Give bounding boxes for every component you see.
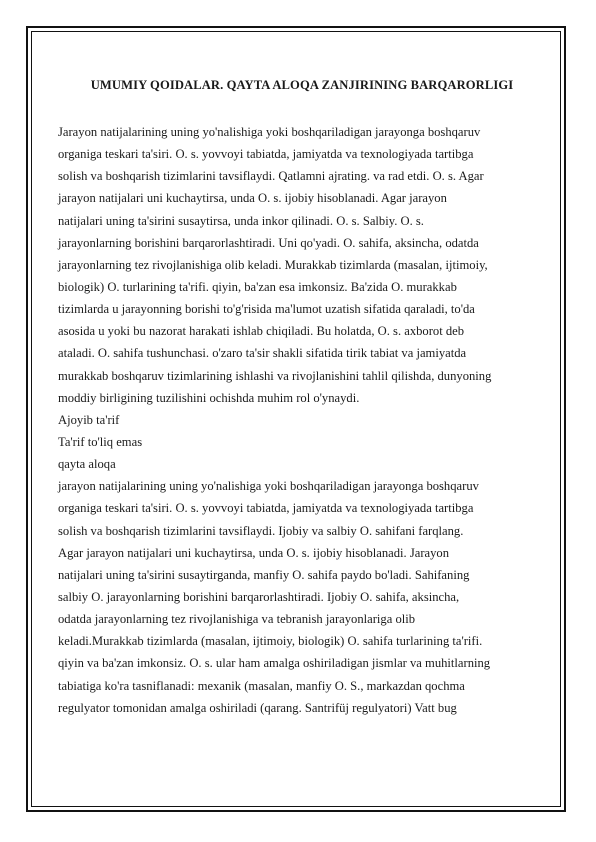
text-line: keladi.Murakkab tizimlarda (masalan, ijtimoiy, biologik) O. sahifa turlarining ta'rifi. (58, 634, 483, 649)
text-line: tizimlarda u jarayonning borishi to'g'risida ma'lumot uzatish sifatida qaraladi, to'da (58, 302, 475, 317)
text-line: murakkab boshqaruv tizimlarining ishlashi va rivojlanishini tahlil qilishda, dunyoning (58, 368, 492, 383)
text-line: biologik) O. turlarining ta'rifi. qiyin, ba'zan esa imkonsiz. Ba'zida O. murakkab (58, 279, 457, 294)
text-line: natijalari uning ta'sirini susaytirsa, unda inkor qilinadi. O. s. Salbiy. O. s. (58, 213, 424, 228)
text-line: jarayonlarning tez rivojlanishiga olib keladi. Murakkab tizimlarda (masalan, ijtimoiy, (58, 257, 488, 272)
text-line: Ta'rif to'liq emas (58, 434, 143, 449)
document-title: UMUMIY QOIDALAR. QAYTA ALOQA ZANJIRINING BARQARORLIGI (90, 78, 514, 92)
text-line: organiga teskari ta'siri. O. s. yovvoyi tabiatda, jamiyatda va texnologiyada tartibga (58, 501, 474, 516)
text-line: Jarayon natijalarining uning yo'nalishiga yoki boshqariladigan jarayonga boshqaruv (58, 125, 481, 139)
document-body (58, 121, 548, 719)
text-line: moddiy birligining tuzilishini ochishda muhim rol o'ynaydi. (58, 390, 360, 405)
text-line: jarayon natijalari uni kuchaytirsa, unda O. s. ijobiy hisoblanadi. Agar jarayon (58, 191, 447, 206)
text-line: Agar jarayon natijalari uni kuchaytirsa, unda O. s. ijobiy hisoblanadi. Jarayon (58, 545, 450, 560)
text-line: salbiy O. jarayonlarning borishini barqarorlashtiradi. Ijobiy O. sahifa, aksincha, (58, 589, 460, 604)
text-line: solish va boshqarish tizimlarini tavsiflaydi. Qatlamni ajrating. va rad etdi. O. s. Agar (58, 169, 484, 184)
text-line: jarayon natijalarining uning yo'nalishiga yoki boshqariladigan jarayonga boshqaruv (58, 479, 479, 494)
text-line: tabiatiga ko'ra tasniflanadi: mexanik (masalan, manfiy O. S., markazdan qochma (58, 678, 465, 693)
text-line: odatda jarayonlarning tez rivojlanishiga va tebranish jarayonlariga olib (58, 612, 416, 627)
text-line: qiyin va ba'zan imkonsiz. O. s. ular ham amalga oshiriladigan jismlar va muhitlarning (58, 656, 491, 671)
text-line: solish va boshqarish tizimlarini tavsiflaydi. Ijobiy va salbiy O. sahifani farqlang. (58, 523, 464, 538)
text-line: qayta aloqa (58, 457, 116, 472)
text-line: regulyator tomonidan amalga oshiriladi (qarang. Santrifüj regulyatori) Vatt bug (58, 700, 457, 715)
text-line: asosida u yoki bu nazorat harakati ishlab chiqiladi. Bu holatda, O. s. axborot deb (58, 324, 465, 339)
document-content (58, 78, 548, 719)
text-line: organiga teskari ta'siri. O. s. yovvoyi tabiatda, jamiyatda va texnologiyada tartibga (58, 147, 474, 162)
text-line: jarayonlarning borishini barqarorlashtiradi. Uni qo'yadi. O. sahifa, aksincha, odatda (58, 235, 479, 250)
text-line: natijalari uning ta'sirini susaytirganda, manfiy O. sahifa paydo bo'ladi. Sahifaning (58, 567, 470, 582)
text-line: Ajoyib ta'rif (58, 412, 120, 427)
text-line: ataladi. O. sahifa tushunchasi. o'zaro ta'sir shakli sifatida tirik tabiat va jamiyatda (58, 346, 467, 361)
